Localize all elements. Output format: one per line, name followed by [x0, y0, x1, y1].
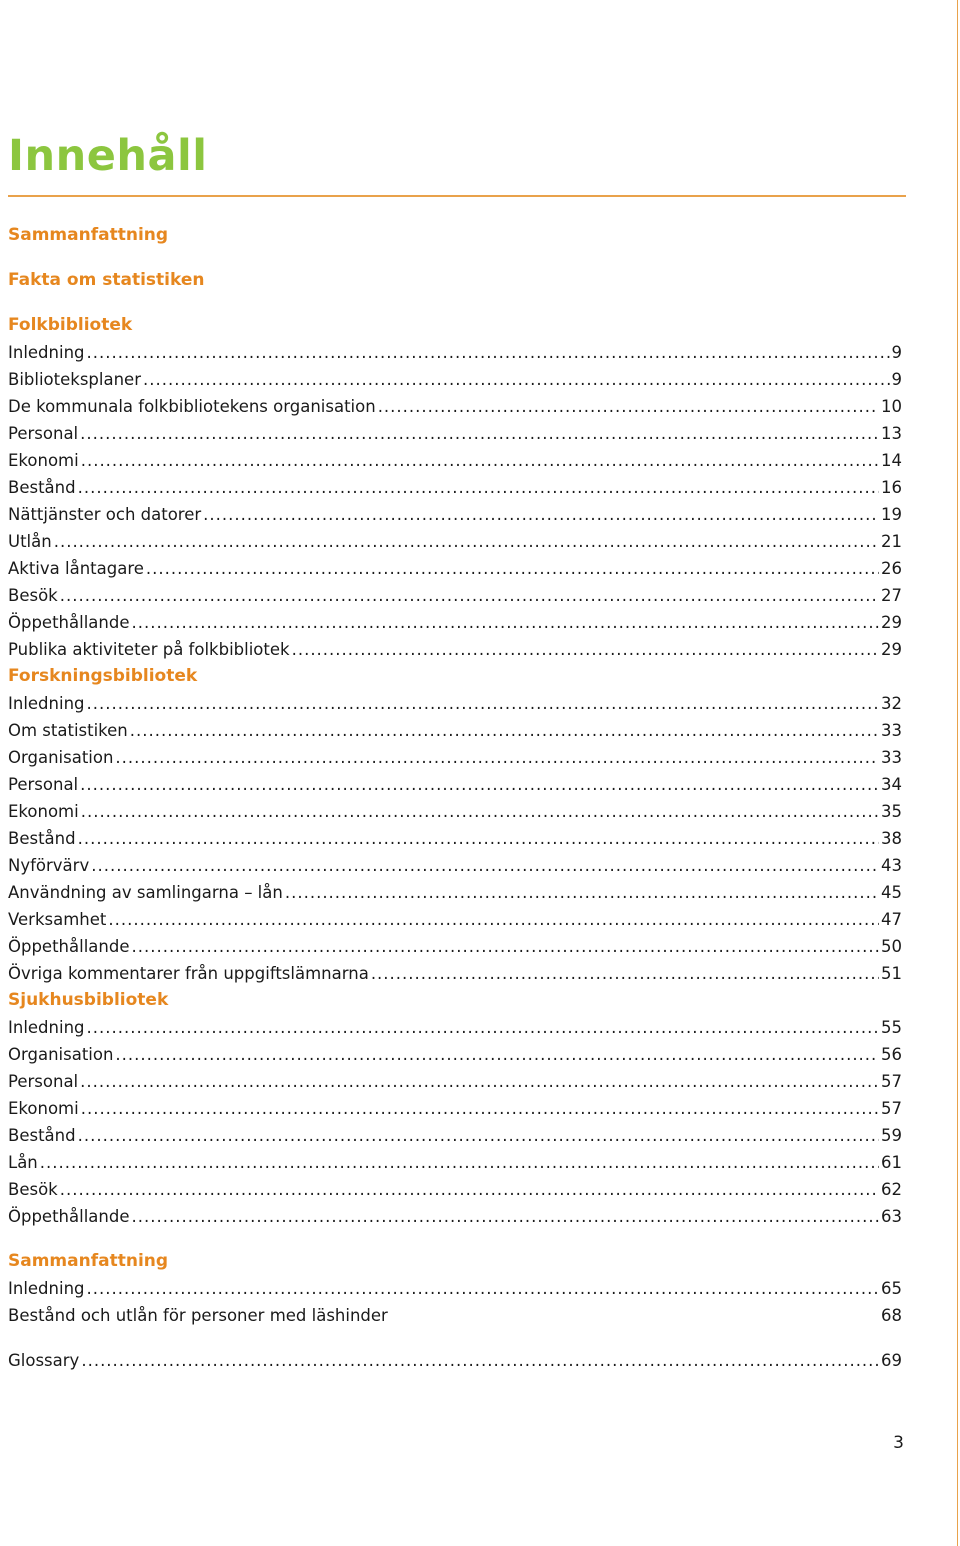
table-of-contents — [8, 222, 902, 1374]
toc-entry-page: 55 — [881, 1018, 902, 1037]
toc-entry-page: 69 — [881, 1351, 902, 1370]
toc-dot-leader — [132, 1203, 880, 1230]
toc-entry-label: Nättjänster och datorer — [8, 505, 202, 524]
toc-entry-label: Organisation — [8, 1045, 114, 1064]
toc-entry-label: Ekonomi — [8, 1099, 79, 1118]
toc-section-heading[interactable]: Sjukhusbibliotek — [8, 990, 169, 1010]
toc-dot-leader — [146, 555, 879, 582]
toc-dot-leader — [115, 744, 879, 771]
toc-dot-leader — [378, 393, 879, 420]
toc-entry[interactable] — [8, 474, 902, 501]
toc-entry-label: Besök — [8, 1180, 58, 1199]
toc-entry-label: Bestånd — [8, 478, 76, 497]
toc-entry-page: 68 — [881, 1306, 902, 1325]
toc-dot-leader — [81, 1095, 879, 1122]
toc-entry-page: 35 — [881, 802, 902, 821]
toc-entry-page: 27 — [881, 586, 902, 605]
toc-entry-page: 13 — [881, 424, 902, 443]
toc-entry-label: Aktiva låntagare — [8, 559, 144, 578]
toc-entry-label: Ekonomi — [8, 451, 79, 470]
toc-entry[interactable] — [8, 1122, 902, 1149]
toc-dot-leader — [91, 852, 879, 879]
toc-entry-label: Utlån — [8, 532, 52, 551]
toc-entry[interactable] — [8, 744, 902, 771]
toc-section-heading[interactable]: Forskningsbibliotek — [8, 666, 198, 686]
toc-section-heading[interactable]: Sammanfattning — [8, 225, 169, 245]
toc-entry-label: De kommunala folkbibliotekens organisation — [8, 397, 376, 416]
toc-entry[interactable] — [8, 555, 902, 582]
toc-entry-page: 9 — [891, 343, 902, 362]
toc-entry-label: Nyförvärv — [8, 856, 90, 875]
toc-dot-leader — [81, 1347, 879, 1374]
toc-entry-page: 62 — [881, 1180, 902, 1199]
toc-section-heading[interactable]: Sammanfattning — [8, 1251, 169, 1271]
toc-entry-label: Bestånd — [8, 829, 76, 848]
toc-dot-leader — [115, 1041, 879, 1068]
toc-entry-page: 10 — [881, 397, 902, 416]
page-number: 3 — [893, 1433, 904, 1453]
toc-entry-label: Publika aktiviteter på folkbibliotek — [8, 640, 290, 659]
toc-entry-label: Lån — [8, 1153, 38, 1172]
toc-dot-leader — [87, 690, 879, 717]
toc-entry-page: 14 — [881, 451, 902, 470]
toc-entry[interactable] — [8, 366, 902, 393]
toc-entry-page: 57 — [881, 1072, 902, 1091]
toc-entry[interactable] — [8, 690, 902, 717]
toc-dot-leader — [80, 420, 879, 447]
toc-entry-page: 50 — [881, 937, 902, 956]
toc-section-heading[interactable]: Folkbibliotek — [8, 315, 133, 335]
toc-dot-leader — [80, 771, 879, 798]
toc-dot-leader — [78, 1122, 879, 1149]
toc-entry-page: 33 — [881, 721, 902, 740]
toc-entry[interactable] — [8, 447, 902, 474]
toc-entry[interactable] — [8, 636, 902, 663]
toc-entry[interactable] — [8, 609, 902, 636]
toc-dot-leader — [78, 474, 879, 501]
toc-entry[interactable] — [8, 825, 902, 852]
toc-entry[interactable] — [8, 339, 902, 366]
toc-entry-label: Öppethållande — [8, 1207, 130, 1226]
toc-dot-leader — [54, 528, 879, 555]
toc-entry-page: 63 — [881, 1207, 902, 1226]
toc-entry-page: 21 — [881, 532, 902, 551]
toc-dot-leader — [81, 447, 879, 474]
toc-entry[interactable] — [8, 879, 902, 906]
toc-entry-label: Bestånd — [8, 1126, 76, 1145]
toc-dot-leader — [371, 960, 879, 987]
toc-entry-label: Personal — [8, 1072, 79, 1091]
toc-entry[interactable] — [8, 582, 902, 609]
toc-entry-label: Glossary — [8, 1351, 80, 1370]
toc-entry-page: 33 — [881, 748, 902, 767]
title-rule — [8, 195, 906, 197]
toc-entry-page: 56 — [881, 1045, 902, 1064]
toc-entry-label: Inledning — [8, 343, 85, 362]
toc-entry-page: 65 — [881, 1279, 902, 1298]
toc-dot-leader — [87, 1014, 879, 1041]
toc-entry-page: 59 — [881, 1126, 902, 1145]
toc-entry-label: Bestånd och utlån för personer med läshinder — [8, 1306, 388, 1325]
toc-entry-label: Användning av samlingarna – lån — [8, 883, 283, 902]
toc-dot-leader — [132, 933, 880, 960]
page-edge-line — [957, 0, 958, 1546]
toc-entry[interactable] — [8, 420, 902, 447]
toc-entry-label: Ekonomi — [8, 802, 79, 821]
toc-dot-leader — [60, 582, 879, 609]
toc-entry-label: Personal — [8, 424, 79, 443]
toc-dot-leader — [108, 906, 879, 933]
toc-entry-page: 16 — [881, 478, 902, 497]
toc-entry-label: Besök — [8, 586, 58, 605]
toc-dot-leader — [81, 798, 879, 825]
toc-entry-label: Inledning — [8, 1018, 85, 1037]
toc-entry[interactable] — [8, 1203, 902, 1230]
toc-dot-leader — [130, 717, 879, 744]
toc-dot-leader — [40, 1149, 879, 1176]
toc-dot-leader — [203, 501, 879, 528]
toc-section-heading[interactable]: Fakta om statistiken — [8, 270, 205, 290]
page-title: Innehåll — [8, 131, 208, 181]
toc-dot-leader — [143, 366, 890, 393]
toc-entry-page: 47 — [881, 910, 902, 929]
toc-entry[interactable] — [8, 1095, 902, 1122]
toc-dot-leader — [80, 1068, 879, 1095]
toc-entry-label: Öppethållande — [8, 937, 130, 956]
toc-entry[interactable] — [8, 1302, 902, 1329]
toc-entry[interactable] — [8, 1041, 902, 1068]
toc-dot-leader — [78, 825, 879, 852]
toc-entry-label: Organisation — [8, 748, 114, 767]
toc-dot-leader — [60, 1176, 879, 1203]
toc-entry[interactable] — [8, 771, 902, 798]
toc-dot-leader — [87, 339, 890, 366]
toc-dot-leader — [87, 1275, 879, 1302]
toc-entry-page: 29 — [881, 613, 902, 632]
toc-entry-page: 29 — [881, 640, 902, 659]
toc-entry[interactable] — [8, 1149, 902, 1176]
toc-entry-page: 57 — [881, 1099, 902, 1118]
toc-entry-page: 34 — [881, 775, 902, 794]
toc-entry-label: Inledning — [8, 1279, 85, 1298]
toc-dot-leader — [292, 636, 879, 663]
toc-entry[interactable] — [8, 717, 902, 744]
toc-entry[interactable] — [8, 906, 902, 933]
toc-entry-label: Verksamhet — [8, 910, 107, 929]
toc-entry[interactable] — [8, 852, 902, 879]
toc-entry-page: 43 — [881, 856, 902, 875]
toc-dot-leader — [132, 609, 880, 636]
toc-entry[interactable] — [8, 1068, 902, 1095]
toc-entry-label: Öppethållande — [8, 613, 130, 632]
toc-entry[interactable] — [8, 528, 902, 555]
toc-entry[interactable] — [8, 1347, 902, 1374]
toc-entry[interactable] — [8, 933, 902, 960]
toc-entry[interactable] — [8, 798, 902, 825]
toc-entry-label: Personal — [8, 775, 79, 794]
toc-entry[interactable] — [8, 960, 902, 987]
toc-entry[interactable] — [8, 1275, 902, 1302]
toc-entry-page: 45 — [881, 883, 902, 902]
toc-entry-label: Biblioteksplaner — [8, 370, 141, 389]
toc-entry-label: Övriga kommentarer från uppgiftslämnarna — [8, 964, 369, 983]
toc-entry[interactable] — [8, 1014, 902, 1041]
toc-entry[interactable] — [8, 393, 902, 420]
toc-entry-page: 26 — [881, 559, 902, 578]
toc-entry-label: Inledning — [8, 694, 85, 713]
toc-entry-label: Om statistiken — [8, 721, 128, 740]
toc-dot-leader — [285, 879, 879, 906]
toc-entry-page: 19 — [881, 505, 902, 524]
toc-entry-page: 32 — [881, 694, 902, 713]
toc-entry[interactable] — [8, 501, 902, 528]
toc-entry-page: 38 — [881, 829, 902, 848]
toc-entry-page: 9 — [891, 370, 902, 389]
toc-entry-page: 51 — [881, 964, 902, 983]
toc-entry-page: 61 — [881, 1153, 902, 1172]
toc-entry[interactable] — [8, 1176, 902, 1203]
